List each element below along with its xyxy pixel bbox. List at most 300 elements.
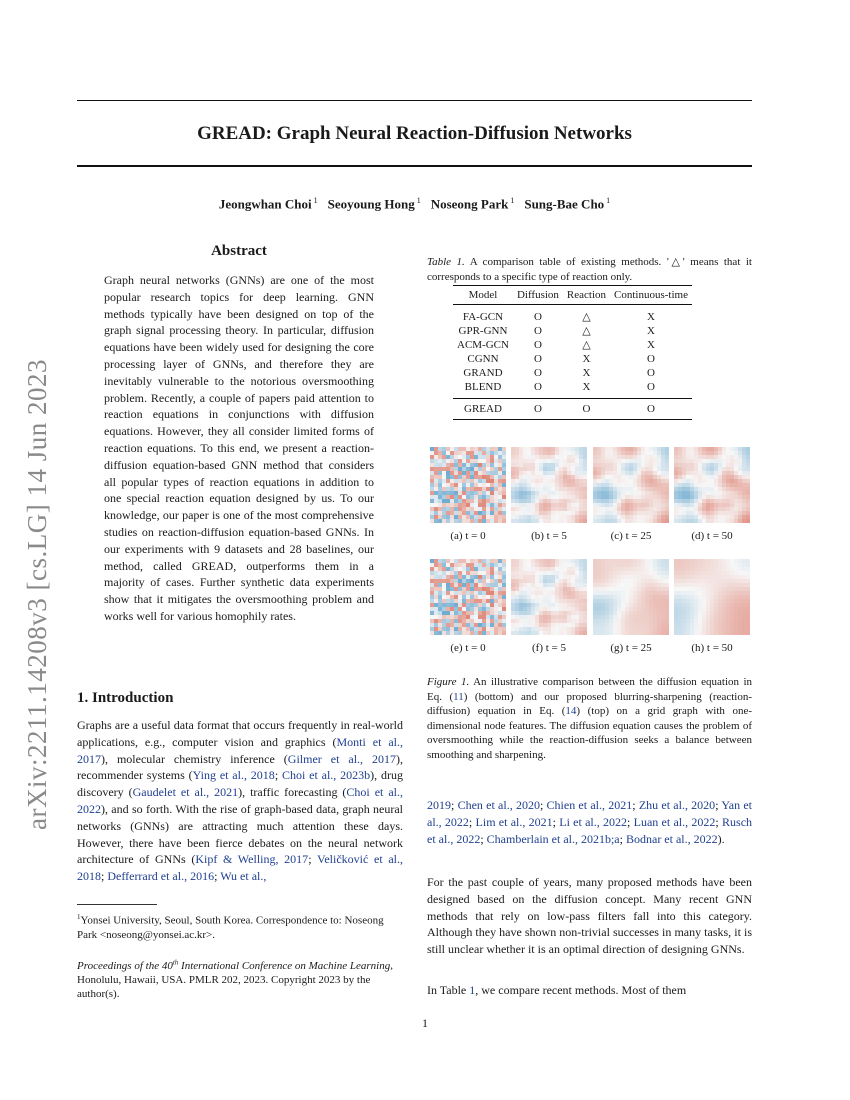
heatmap-cell <box>653 479 657 483</box>
heatmap-cell <box>649 595 653 599</box>
heatmap-cell <box>559 459 563 463</box>
heatmap-cell <box>531 491 535 495</box>
heatmap-cell <box>657 499 661 503</box>
heatmap-cell <box>698 611 702 615</box>
heatmap-cell <box>474 599 478 603</box>
citation-link[interactable]: Luan et al., 2022 <box>633 814 716 829</box>
heatmap-cell <box>694 491 698 495</box>
heatmap-cell <box>738 491 742 495</box>
heatmap-cell <box>490 603 494 607</box>
heatmap-cell <box>478 459 482 463</box>
heatmap-cell <box>543 631 547 635</box>
heatmap-cell <box>605 479 609 483</box>
heatmap-cell <box>738 455 742 459</box>
subfigure-caption: (c) t = 25 <box>610 530 652 542</box>
eq-ref-14[interactable]: 14 <box>565 705 577 717</box>
table1-label: Table 1. <box>427 256 465 268</box>
heatmap-cell <box>490 503 494 507</box>
heatmap-cell <box>543 575 547 579</box>
citation-link[interactable]: Chamberlain et al., 2021b;a <box>486 831 620 846</box>
heatmap-cell <box>494 607 498 611</box>
heatmap-cell <box>722 495 726 499</box>
heatmap-cell <box>714 451 718 455</box>
heatmap-cell <box>502 471 506 475</box>
heatmap-cell <box>490 599 494 603</box>
heatmap-cell <box>583 619 587 623</box>
heatmap-cell <box>458 503 462 507</box>
heatmap-cell <box>583 603 587 607</box>
heatmap-cell <box>442 627 446 631</box>
heatmap-cell <box>690 571 694 575</box>
heatmap-cell <box>633 571 637 575</box>
heatmap-cell <box>605 519 609 523</box>
heatmap-cell <box>519 623 523 627</box>
heatmap-cell <box>605 563 609 567</box>
citation-link[interactable]: 2019 <box>427 798 451 812</box>
heatmap-cell <box>478 503 482 507</box>
citation-link[interactable]: Choi et al., 2022 <box>77 785 403 816</box>
heatmap-cell <box>559 447 563 451</box>
heatmap-cell <box>633 479 637 483</box>
body-text: ), molecular chemistry inference ( <box>101 751 288 766</box>
heatmap-cell <box>710 615 714 619</box>
heatmap-cell <box>730 627 734 631</box>
heatmap-cell <box>555 459 559 463</box>
heatmap-cell <box>726 603 730 607</box>
heatmap-cell <box>559 611 563 615</box>
heatmap-cell <box>730 599 734 603</box>
heatmap-cell <box>734 591 738 595</box>
heatmap-cell <box>567 495 571 499</box>
proceedings-sup: th <box>172 958 179 966</box>
heatmap-cell <box>535 559 539 563</box>
heatmap-cell <box>633 507 637 511</box>
citation-link[interactable]: Gaudelet et al., 2021 <box>132 785 239 800</box>
heatmap-cell <box>678 631 682 635</box>
heatmap-cell <box>714 459 718 463</box>
heatmap-cell <box>694 479 698 483</box>
citation-link[interactable]: Rusch et al., 2022 <box>427 814 753 846</box>
heatmap-cell <box>571 615 575 619</box>
heatmap-cell <box>442 623 446 627</box>
heatmap-cell <box>686 503 690 507</box>
heatmap-cell <box>551 515 555 519</box>
heatmap-cell <box>629 499 633 503</box>
heatmap-cell <box>515 587 519 591</box>
heatmap-cell <box>474 611 478 615</box>
heatmap-cell <box>450 559 454 563</box>
heatmap-cell <box>649 627 653 631</box>
heatmap-cell <box>625 619 629 623</box>
heatmap-cell <box>678 563 682 567</box>
heatmap-cell <box>543 487 547 491</box>
heatmap-cell <box>625 607 629 611</box>
heatmap-cell <box>661 455 665 459</box>
heatmap-cell <box>430 591 434 595</box>
heatmap-cell <box>466 559 470 563</box>
heatmap-cell <box>678 467 682 471</box>
heatmap-cell <box>710 591 714 595</box>
heatmap-cell <box>698 491 702 495</box>
heatmap-cell <box>730 503 734 507</box>
heatmap-cell <box>702 619 706 623</box>
heatmap-cell <box>706 471 710 475</box>
heatmap-cell <box>686 487 690 491</box>
heatmap-cell <box>430 467 434 471</box>
heatmap-cell <box>458 451 462 455</box>
abstract-text: Graph neural networks (GNNs) are one of the most popular research topics for deep learning. GNN methods typically have been designed on top of the graph signal processing theory. In particular, diffusion equations have been widely used for designing the core processing layer of GNNs, and therefore they are inevitably vulnerable to the notorious oversmoothing problem. Recently, a couple of papers paid attention to reaction equations in conjunctions with diffusion equations. However, they all consider limited forms of reaction equations. To this end, we present a reaction-diffusion equation-based GNN method that considers all popular types of reaction equations in addition to one special reaction equation designed by us. To our knowledge, our paper is one of the most comprehensive studies on reaction-diffusion equation-based GNNs. In our experiments with 9 datasets and 28 baselines, our method, called GREAD, outperforms them in a majority of cases. Further synthetic data experiments show that it mitigates the oversmoothing problem and works well for various homophily rates. <box>104 273 374 623</box>
heatmap-cell <box>678 519 682 523</box>
heatmap-cell <box>730 575 734 579</box>
heatmap-cell <box>535 591 539 595</box>
heatmap-cell <box>746 471 750 475</box>
heatmap-cell <box>579 563 583 567</box>
heatmap-cell <box>466 571 470 575</box>
heatmap-cell <box>621 487 625 491</box>
proceedings-pre: Proceedings of the 40 <box>77 959 173 972</box>
heatmap-cell <box>645 603 649 607</box>
heatmap-cell <box>551 487 555 491</box>
heatmap-cell <box>466 587 470 591</box>
citation-link[interactable]: Wu et al., <box>220 869 267 884</box>
heatmap-cell <box>567 519 571 523</box>
heatmap-cell <box>458 467 462 471</box>
heatmap-cell <box>583 491 587 495</box>
heatmap-cell <box>674 515 678 519</box>
heatmap-cell <box>722 475 726 479</box>
heatmap-cell <box>593 483 597 487</box>
heatmap-cell <box>694 587 698 591</box>
heatmap-cell <box>734 607 738 611</box>
heatmap-cell <box>641 519 645 523</box>
heatmap-cell <box>539 479 543 483</box>
heatmap-cell <box>462 455 466 459</box>
heatmap-cell <box>641 627 645 631</box>
citation-link[interactable]: Defferrard et al., 2016 <box>107 869 215 884</box>
heatmap-cell <box>617 587 621 591</box>
heatmap-cell <box>575 451 579 455</box>
heatmap-cell <box>527 455 531 459</box>
table-ref-1[interactable]: 1 <box>469 983 476 997</box>
heatmap-cell <box>710 515 714 519</box>
heatmap-cell <box>458 487 462 491</box>
heatmap-cell <box>710 567 714 571</box>
heatmap-cell <box>742 483 746 487</box>
heatmap-cell <box>442 503 446 507</box>
citation-link[interactable]: Monti et al., 2017 <box>77 734 403 766</box>
heatmap-cell <box>714 495 718 499</box>
heatmap-cell <box>442 611 446 615</box>
heatmap-cell <box>641 491 645 495</box>
heatmap-cell <box>523 615 527 619</box>
heatmap-cell <box>738 627 742 631</box>
heatmap-cell <box>551 571 555 575</box>
heatmap-cell <box>633 607 637 611</box>
heatmap-cell <box>515 487 519 491</box>
heatmap-cell <box>730 579 734 583</box>
heatmap-cell <box>722 459 726 463</box>
heatmap-cell <box>579 619 583 623</box>
heatmap-cell <box>458 631 462 635</box>
heatmap-cell <box>641 451 645 455</box>
heatmap-cell <box>563 567 567 571</box>
heatmap-cell <box>730 571 734 575</box>
heatmap-cell <box>494 579 498 583</box>
heatmap-cell <box>653 487 657 491</box>
heatmap-cell <box>734 471 738 475</box>
heatmap-cell <box>633 515 637 519</box>
heatmap-cell <box>515 567 519 571</box>
heatmap-cell <box>470 459 474 463</box>
heatmap-cell <box>617 495 621 499</box>
heatmap-cell <box>678 619 682 623</box>
heatmap-cell <box>583 599 587 603</box>
heatmap-cell <box>633 559 637 563</box>
heatmap-cell <box>738 463 742 467</box>
heatmap-cell <box>462 591 466 595</box>
heatmap-cell <box>674 587 678 591</box>
heatmap-cell <box>511 507 515 511</box>
heatmap-cell <box>547 463 551 467</box>
heatmap-cell <box>637 487 641 491</box>
heatmap-cell <box>645 511 649 515</box>
heatmap-cell <box>706 607 710 611</box>
heatmap-cell <box>605 471 609 475</box>
heatmap-cell <box>442 479 446 483</box>
heatmap-cell <box>470 495 474 499</box>
heatmap-cell <box>523 499 527 503</box>
heatmap-cell <box>613 467 617 471</box>
heatmap-cell <box>438 499 442 503</box>
citation-link[interactable]: Li et al., 2022 <box>559 814 628 829</box>
heatmap-cell <box>502 575 506 579</box>
heatmap-cell <box>645 499 649 503</box>
heatmap-cell <box>621 559 625 563</box>
heatmap-cell <box>625 583 629 587</box>
heatmap-cell <box>486 599 490 603</box>
heatmap-cell <box>559 515 563 519</box>
heatmap-cell <box>593 507 597 511</box>
heatmap-cell <box>698 459 702 463</box>
heatmap-cell <box>625 579 629 583</box>
citation-link[interactable]: Gilmer et al., 2017 <box>287 751 397 766</box>
heatmap-cell <box>678 475 682 479</box>
heatmap-cell <box>637 587 641 591</box>
heatmap-cell <box>450 615 454 619</box>
heatmap-cell <box>462 559 466 563</box>
heatmap-cell <box>665 591 669 595</box>
heatmap-cell <box>482 507 486 511</box>
arxiv-stamp: arXiv:2211.14208v3 [cs.LG] 14 Jun 2023 <box>22 359 52 830</box>
eq-ref-11[interactable]: 11 <box>453 690 464 703</box>
heatmap-cell <box>678 507 682 511</box>
heatmap-cell <box>486 619 490 623</box>
heatmap-cell <box>535 491 539 495</box>
heatmap-cell <box>494 475 498 479</box>
heatmap-cell <box>511 463 515 467</box>
citation-link[interactable]: Kipf & Welling, 2017 <box>195 852 309 867</box>
heatmap-cell <box>605 591 609 595</box>
heatmap-cell <box>609 455 613 459</box>
heatmap-cell <box>454 499 458 503</box>
heatmap-cell <box>726 583 730 587</box>
heatmap-cell <box>478 587 482 591</box>
heatmap-cell <box>613 563 617 567</box>
heatmap-cell <box>543 463 547 467</box>
heatmap-cell <box>450 499 454 503</box>
heatmap-cell <box>661 467 665 471</box>
heatmap-cell <box>621 519 625 523</box>
heatmap-cell <box>710 611 714 615</box>
heatmap-cell <box>609 459 613 463</box>
heatmap-cell <box>605 487 609 491</box>
heatmap-cell <box>706 559 710 563</box>
heatmap-cell <box>446 619 450 623</box>
heatmap-cell <box>682 455 686 459</box>
heatmap-cell <box>645 567 649 571</box>
heatmap-cell <box>502 451 506 455</box>
heatmap-panel <box>593 447 669 523</box>
heatmap-cell <box>698 615 702 619</box>
heatmap-cell <box>601 579 605 583</box>
heatmap-cell <box>698 603 702 607</box>
heatmap-cell <box>559 615 563 619</box>
heatmap-cell <box>613 607 617 611</box>
heatmap-cell <box>470 483 474 487</box>
heatmap-cell <box>535 603 539 607</box>
heatmap-cell <box>511 579 515 583</box>
heatmap-cell <box>446 611 450 615</box>
heatmap-cell <box>438 479 442 483</box>
heatmap-cell <box>567 483 571 487</box>
heatmap-cell <box>446 503 450 507</box>
heatmap-cell <box>563 503 567 507</box>
heatmap-cell <box>486 487 490 491</box>
heatmap-cell <box>571 487 575 491</box>
heatmap-cell <box>690 579 694 583</box>
heatmap-cell <box>438 571 442 575</box>
heatmap-cell <box>730 615 734 619</box>
heatmap-cell <box>706 587 710 591</box>
heatmap-cell <box>571 459 575 463</box>
heatmap-cell <box>571 619 575 623</box>
citation-link[interactable]: Bodnar et al., 2022 <box>625 831 718 846</box>
heatmap-cell <box>563 491 567 495</box>
heatmap-cell <box>597 583 601 587</box>
heatmap-cell <box>722 479 726 483</box>
citation-link[interactable]: Choi et al., 2023b <box>281 768 371 783</box>
heatmap-cell <box>551 503 555 507</box>
heatmap-cell <box>434 459 438 463</box>
heatmap-cell <box>714 507 718 511</box>
heatmap-cell <box>645 507 649 511</box>
heatmap-cell <box>661 567 665 571</box>
heatmap-cell <box>490 591 494 595</box>
heatmap-cell <box>454 479 458 483</box>
heatmap-cell <box>442 447 446 451</box>
heatmap-cell <box>519 583 523 587</box>
heatmap-cell <box>446 623 450 627</box>
citation-link[interactable]: Yan et al., 2022 <box>427 798 753 829</box>
heatmap-cell <box>482 595 486 599</box>
heatmap-cell <box>738 615 742 619</box>
heatmap-cell <box>511 455 515 459</box>
heatmap-cell <box>601 599 605 603</box>
heatmap-cell <box>678 575 682 579</box>
heatmap-cell <box>609 487 613 491</box>
heatmap-cell <box>519 495 523 499</box>
heatmap-cell <box>535 623 539 627</box>
heatmap-cell <box>563 495 567 499</box>
heatmap-cell <box>498 455 502 459</box>
heatmap-cell <box>738 575 742 579</box>
heatmap-cell <box>597 503 601 507</box>
heatmap-cell <box>686 471 690 475</box>
citation-link[interactable]: Lim et al., 2021 <box>475 814 553 829</box>
heatmap-cell <box>490 483 494 487</box>
heatmap-cell <box>555 631 559 635</box>
heatmap-cell <box>649 495 653 499</box>
heatmap-cell <box>470 467 474 471</box>
heatmap-cell <box>613 567 617 571</box>
heatmap-cell <box>706 495 710 499</box>
heatmap-cell <box>482 519 486 523</box>
heatmap-cell <box>474 459 478 463</box>
citation-link[interactable]: Zhu et al., 2020 <box>638 798 716 812</box>
heatmap-cell <box>609 623 613 627</box>
citation-link[interactable]: Chien et al., 2021 <box>546 798 633 812</box>
heatmap-cell <box>710 463 714 467</box>
heatmap-cell <box>531 619 535 623</box>
citation-link[interactable]: Veličković et al., 2018 <box>77 852 403 884</box>
heatmap-cell <box>575 623 579 627</box>
heatmap-cell <box>547 571 551 575</box>
heatmap-cell <box>613 619 617 623</box>
heatmap-cell <box>450 479 454 483</box>
heatmap-cell <box>486 459 490 463</box>
heatmap-cell <box>645 491 649 495</box>
heatmap-cell <box>653 619 657 623</box>
heatmap-cell <box>682 487 686 491</box>
heatmap-cell <box>722 559 726 563</box>
heatmap-cell <box>470 511 474 515</box>
heatmap-cell <box>575 515 579 519</box>
heatmap-cell <box>710 503 714 507</box>
citation-link[interactable]: Ying et al., 2018 <box>192 768 275 783</box>
body-text: ; <box>101 869 108 884</box>
heatmap-cell <box>474 631 478 635</box>
heatmap-cell <box>498 471 502 475</box>
heatmap-cell <box>575 611 579 615</box>
proceedings-rest: , Honolulu, Hawaii, USA. PMLR 202, 2023. Copyright 2023 by the author(s). <box>77 959 393 1000</box>
citation-link[interactable]: Chen et al., 2020 <box>457 798 540 812</box>
heatmap-cell <box>682 467 686 471</box>
heatmap-cell <box>474 455 478 459</box>
heatmap-cell <box>547 563 551 567</box>
heatmap-cell <box>458 591 462 595</box>
heatmap-cell <box>698 623 702 627</box>
heatmap-cell <box>661 511 665 515</box>
heatmap-cell <box>575 507 579 511</box>
heatmap-cell <box>498 515 502 519</box>
heatmap-cell <box>462 507 466 511</box>
heatmap-cell <box>593 583 597 587</box>
heatmap-cell <box>494 595 498 599</box>
heatmap-cell <box>645 591 649 595</box>
heatmap-cell <box>466 447 470 451</box>
heatmap-cell <box>511 563 515 567</box>
heatmap-cell <box>625 603 629 607</box>
